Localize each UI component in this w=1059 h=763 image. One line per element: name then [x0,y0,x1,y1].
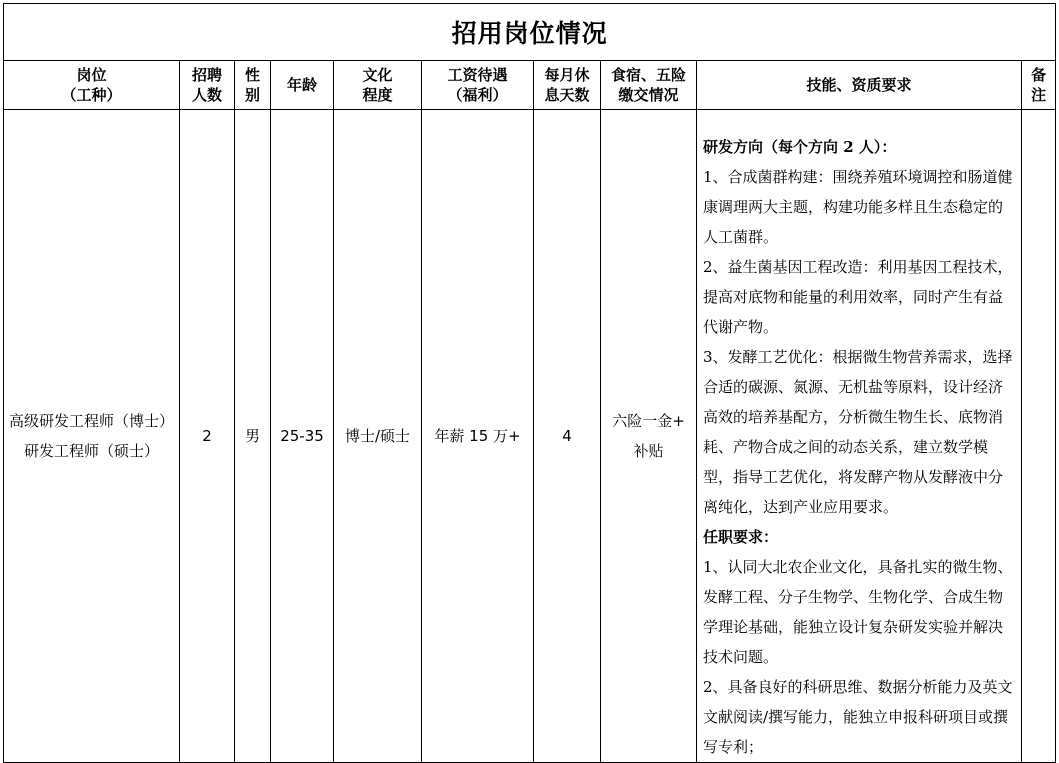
skills-item: 2、益生菌基因工程改造：利用基因工程技术，提高对底物和能量的利用效率，同时产生有益代谢产物。 [703,258,1013,336]
skills-item: 1、认同大北农企业文化，具备扎实的微生物、发酵工程、分子生物学、生物化学、合成生物学理论基础，能独立设计复杂研发实验并解决技术问题。 [703,558,1013,666]
rest-days-cell: 4 [534,110,601,763]
skills-cell [697,110,1022,763]
header-row [4,61,1056,110]
recruitment-table [3,3,1056,763]
skills-heading-direction: 研发方向（每个方向 2 人）： [703,138,897,156]
salary-cell: 年薪 15 万+ [422,110,534,763]
count-cell: 2 [180,110,235,763]
remarks-cell [1022,110,1056,763]
age-cell: 25-35 [271,110,334,763]
position-engineer: 研发工程师（硕士） [23,442,159,460]
header-position: 岗位 （工种） [4,61,180,110]
header-remarks: 备 注 [1022,61,1056,110]
header-age: 年龄 [271,61,334,110]
skills-item: 1、合成菌群构建：围绕养殖环境调控和肠道健康调理两大主题，构建功能多样且生态稳定的人工菌群。 [703,168,1013,246]
position-senior: 高级研发工程师（博士） [8,412,174,430]
header-education: 文化 程度 [334,61,422,110]
benefits-cell: 六险一金+ 补贴 [601,110,697,763]
skills-heading-requirements: 任职要求： [703,528,779,546]
table-row [4,110,1056,763]
header-benefits: 食宿、五险 缴交情况 [601,61,697,110]
position-cell [4,110,180,763]
header-count: 招聘 人数 [180,61,235,110]
header-skills: 技能、资质要求 [697,61,1022,110]
skills-item: 3、发酵工艺优化：根据微生物营养需求，选择合适的碳源、氮源、无机盐等原料，设计经济高效的培养基配方，分析微生物生长、底物消耗、产物合成之间的动态关系，建立数学模型，指导工艺优化，将发酵产物从发酵液中分离纯化，达到产业应用要求。 [703,348,1013,516]
table-title: 招用岗位情况 [4,4,1056,61]
header-rest-days: 每月休 息天数 [534,61,601,110]
header-gender: 性 别 [235,61,271,110]
skills-item: 2、具备良好的科研思维、数据分析能力及英文文献阅读/撰写能力，能独立申报科研项目或撰写专利； [703,678,1013,756]
gender-cell: 男 [235,110,271,763]
education-cell: 博士/硕士 [334,110,422,763]
header-salary: 工资待遇 （福利） [422,61,534,110]
